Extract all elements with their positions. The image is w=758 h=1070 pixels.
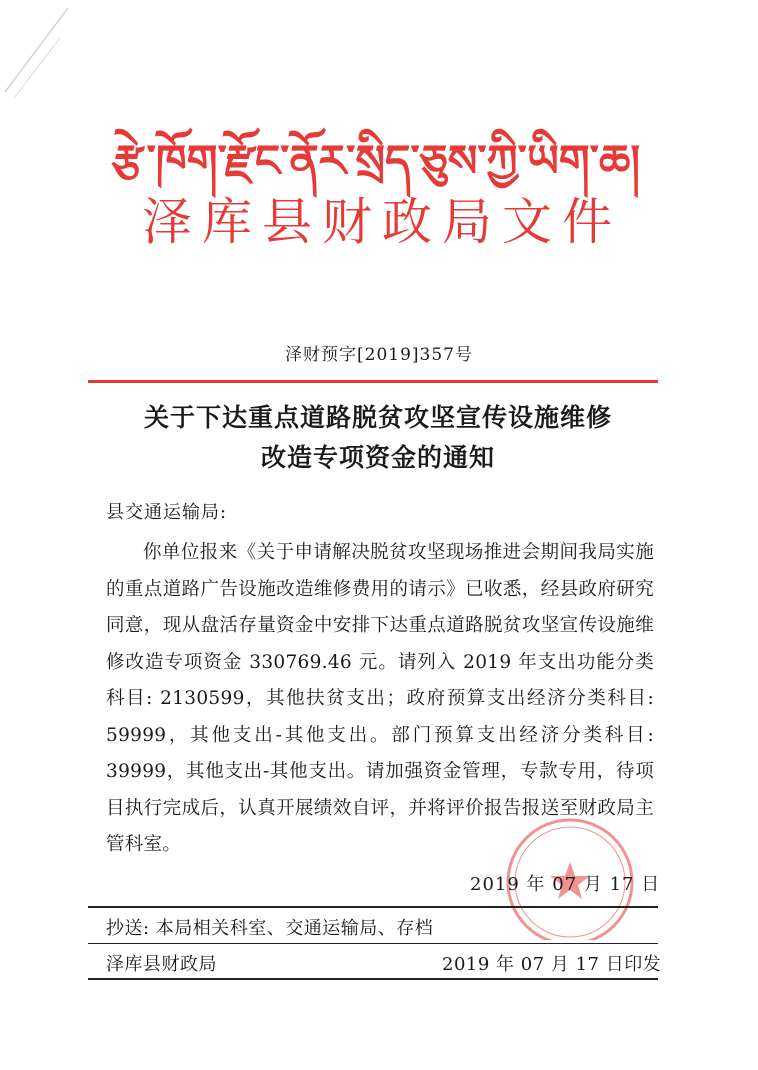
- body-paragraph: 你单位报来《关于申请解决脱贫攻坚现场推进会期间我局实施的重点道路广告设施改造维修费用的请示》已收悉，经县政府研究同意，现从盘活存量资金中安排下达重点道路脱贫攻坚宣传设施维修改造专项资金 330769.46 元。请列入 2019 年支出功能分类科目: 2130599，其他扶贫支出；政府预算支出经济分类科目: 59999，其他支出-其他支出。部门预算支出经济分类科目: 39999，其他支出-其他支出。请加强资金管理，专款专用，待项目执行完成后，认真开展绩效自评，并将评价报告报送至财政局主管科室。: [106, 542, 654, 855]
- title-line-1: 关于下达重点道路脱贫攻坚宣传设施维修: [143, 403, 612, 432]
- footer-mid-rule: [88, 943, 658, 944]
- print-date: 2019 年 07 月 17 日印发: [442, 954, 662, 975]
- letterhead-title: 泽库县财政局文件: [142, 193, 622, 251]
- red-divider: [88, 380, 658, 383]
- title-line-2: 改造专项资金的通知: [260, 443, 495, 472]
- footer-bottom-rule: [88, 978, 658, 980]
- svg-text:རྩེ་ཁོག་རྫོང་ནོར་སྲིད་ཅུས་ཀྱི་: རྩེ་ཁོག་རྫོང་ནོར་སྲིད་ཅུས་ཀྱི་ཡིག་ཆ།: [111, 136, 641, 187]
- signature-date: 2019 年 07 月 17 日: [470, 874, 661, 895]
- tibetan-letterhead: [96, 118, 656, 198]
- addressee: 县交通运输局:: [106, 502, 228, 523]
- issuer: 泽库县财政局: [106, 954, 217, 975]
- scan-corner-mark: [0, 0, 80, 100]
- cc-line: 抄送: 本局相关科室、交通运输局、存档: [106, 918, 434, 939]
- document-title: [88, 398, 668, 478]
- footer-top-rule: [88, 906, 658, 908]
- document-number: 泽财预字[2019]357号: [285, 345, 473, 365]
